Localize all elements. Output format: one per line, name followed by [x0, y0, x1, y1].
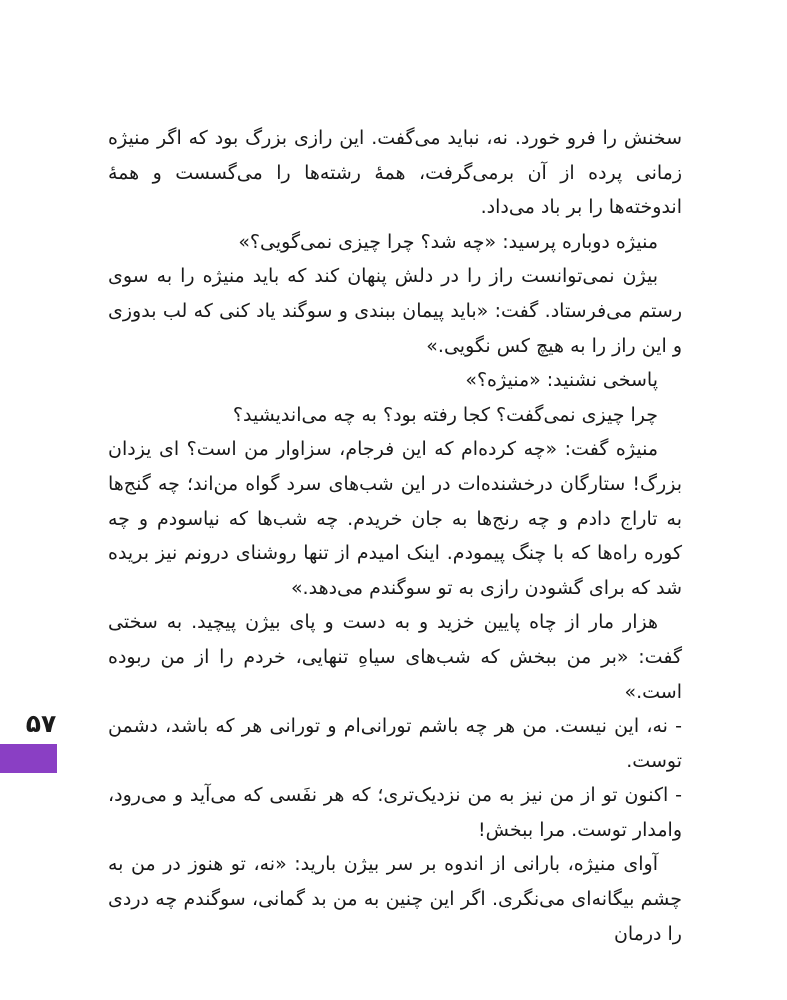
page-number-tab — [0, 744, 57, 773]
dialogue-line: - اکنون تو از من نیز به من نزدیک‌تری؛ که هر نفَسی که می‌آید و می‌رود، وامدار توست. مرا ببخش! — [108, 784, 682, 841]
paragraph: پاسخی نشنید: «منیژه؟» — [465, 369, 658, 392]
dialogue-line: - نه، این نیست. من هر چه باشم تورانی‌ام و تورانی هر که باشد، دشمن توست. — [108, 715, 682, 772]
paragraph: آوای منیژه، بارانی از اندوه بر سر بیژن بارید: «نه، تو هنوز در من به چشم بیگانه‌ای می‌نگری. اگر این چنین به من بد گمانی، سوگندم چه دردی را درمان — [108, 853, 682, 945]
paragraph: بیژن نمی‌توانست راز را در دلش پنهان کند که باید منیژه را به سوی رستم می‌فرستاد. گفت: «باید پیمان ببندی و سوگند یاد کنی که لب بدوزی و این راز را به هیچ کس نگویی.» — [108, 265, 682, 357]
paragraph: چرا چیزی نمی‌گفت؟ کجا رفته بود؟ به چه می‌اندیشید؟ — [232, 403, 658, 426]
body-text — [108, 121, 682, 951]
page-number: ۵۷ — [25, 709, 57, 738]
paragraph: سخنش را فرو خورد. نه، نباید می‌گفت. این رازی بزرگ بود که اگر منیژه زمانی پرده از آن برمی‌گرفت، همهٔ رشته‌ها را می‌گسست و همهٔ اندوخته‌ها را بر باد می‌داد. — [108, 127, 682, 219]
paragraph: هزار مار از چاه پایین خزید و به دست و پای بیژن پیچید. به سختی گفت: «بر من ببخش که شب‌های سیاهِ تنهایی، خردم را از من ربوده است.» — [108, 611, 682, 703]
paragraph: منیژه دوباره پرسید: «چه شد؟ چرا چیزی نمی‌گویی؟» — [238, 230, 658, 253]
paragraph: منیژه گفت: «چه کرده‌ام که این فرجام، سزاوار من است؟ ای یزدان بزرگ! ستارگان درخشنده‌ات در این شب‌های سرد گواه من‌اند؛ چه گنج‌ها به تاراج دادم و چه رنج‌ها به جان خریدم. چه شب‌ها که نیاسودم و چه کوره راه‌ها که با چنگ پیمودم. اینک امیدم از تنها روشنای درونم نیز بریده شد که برای گشودن رازی به تو سوگندم می‌دهد.» — [108, 438, 682, 599]
